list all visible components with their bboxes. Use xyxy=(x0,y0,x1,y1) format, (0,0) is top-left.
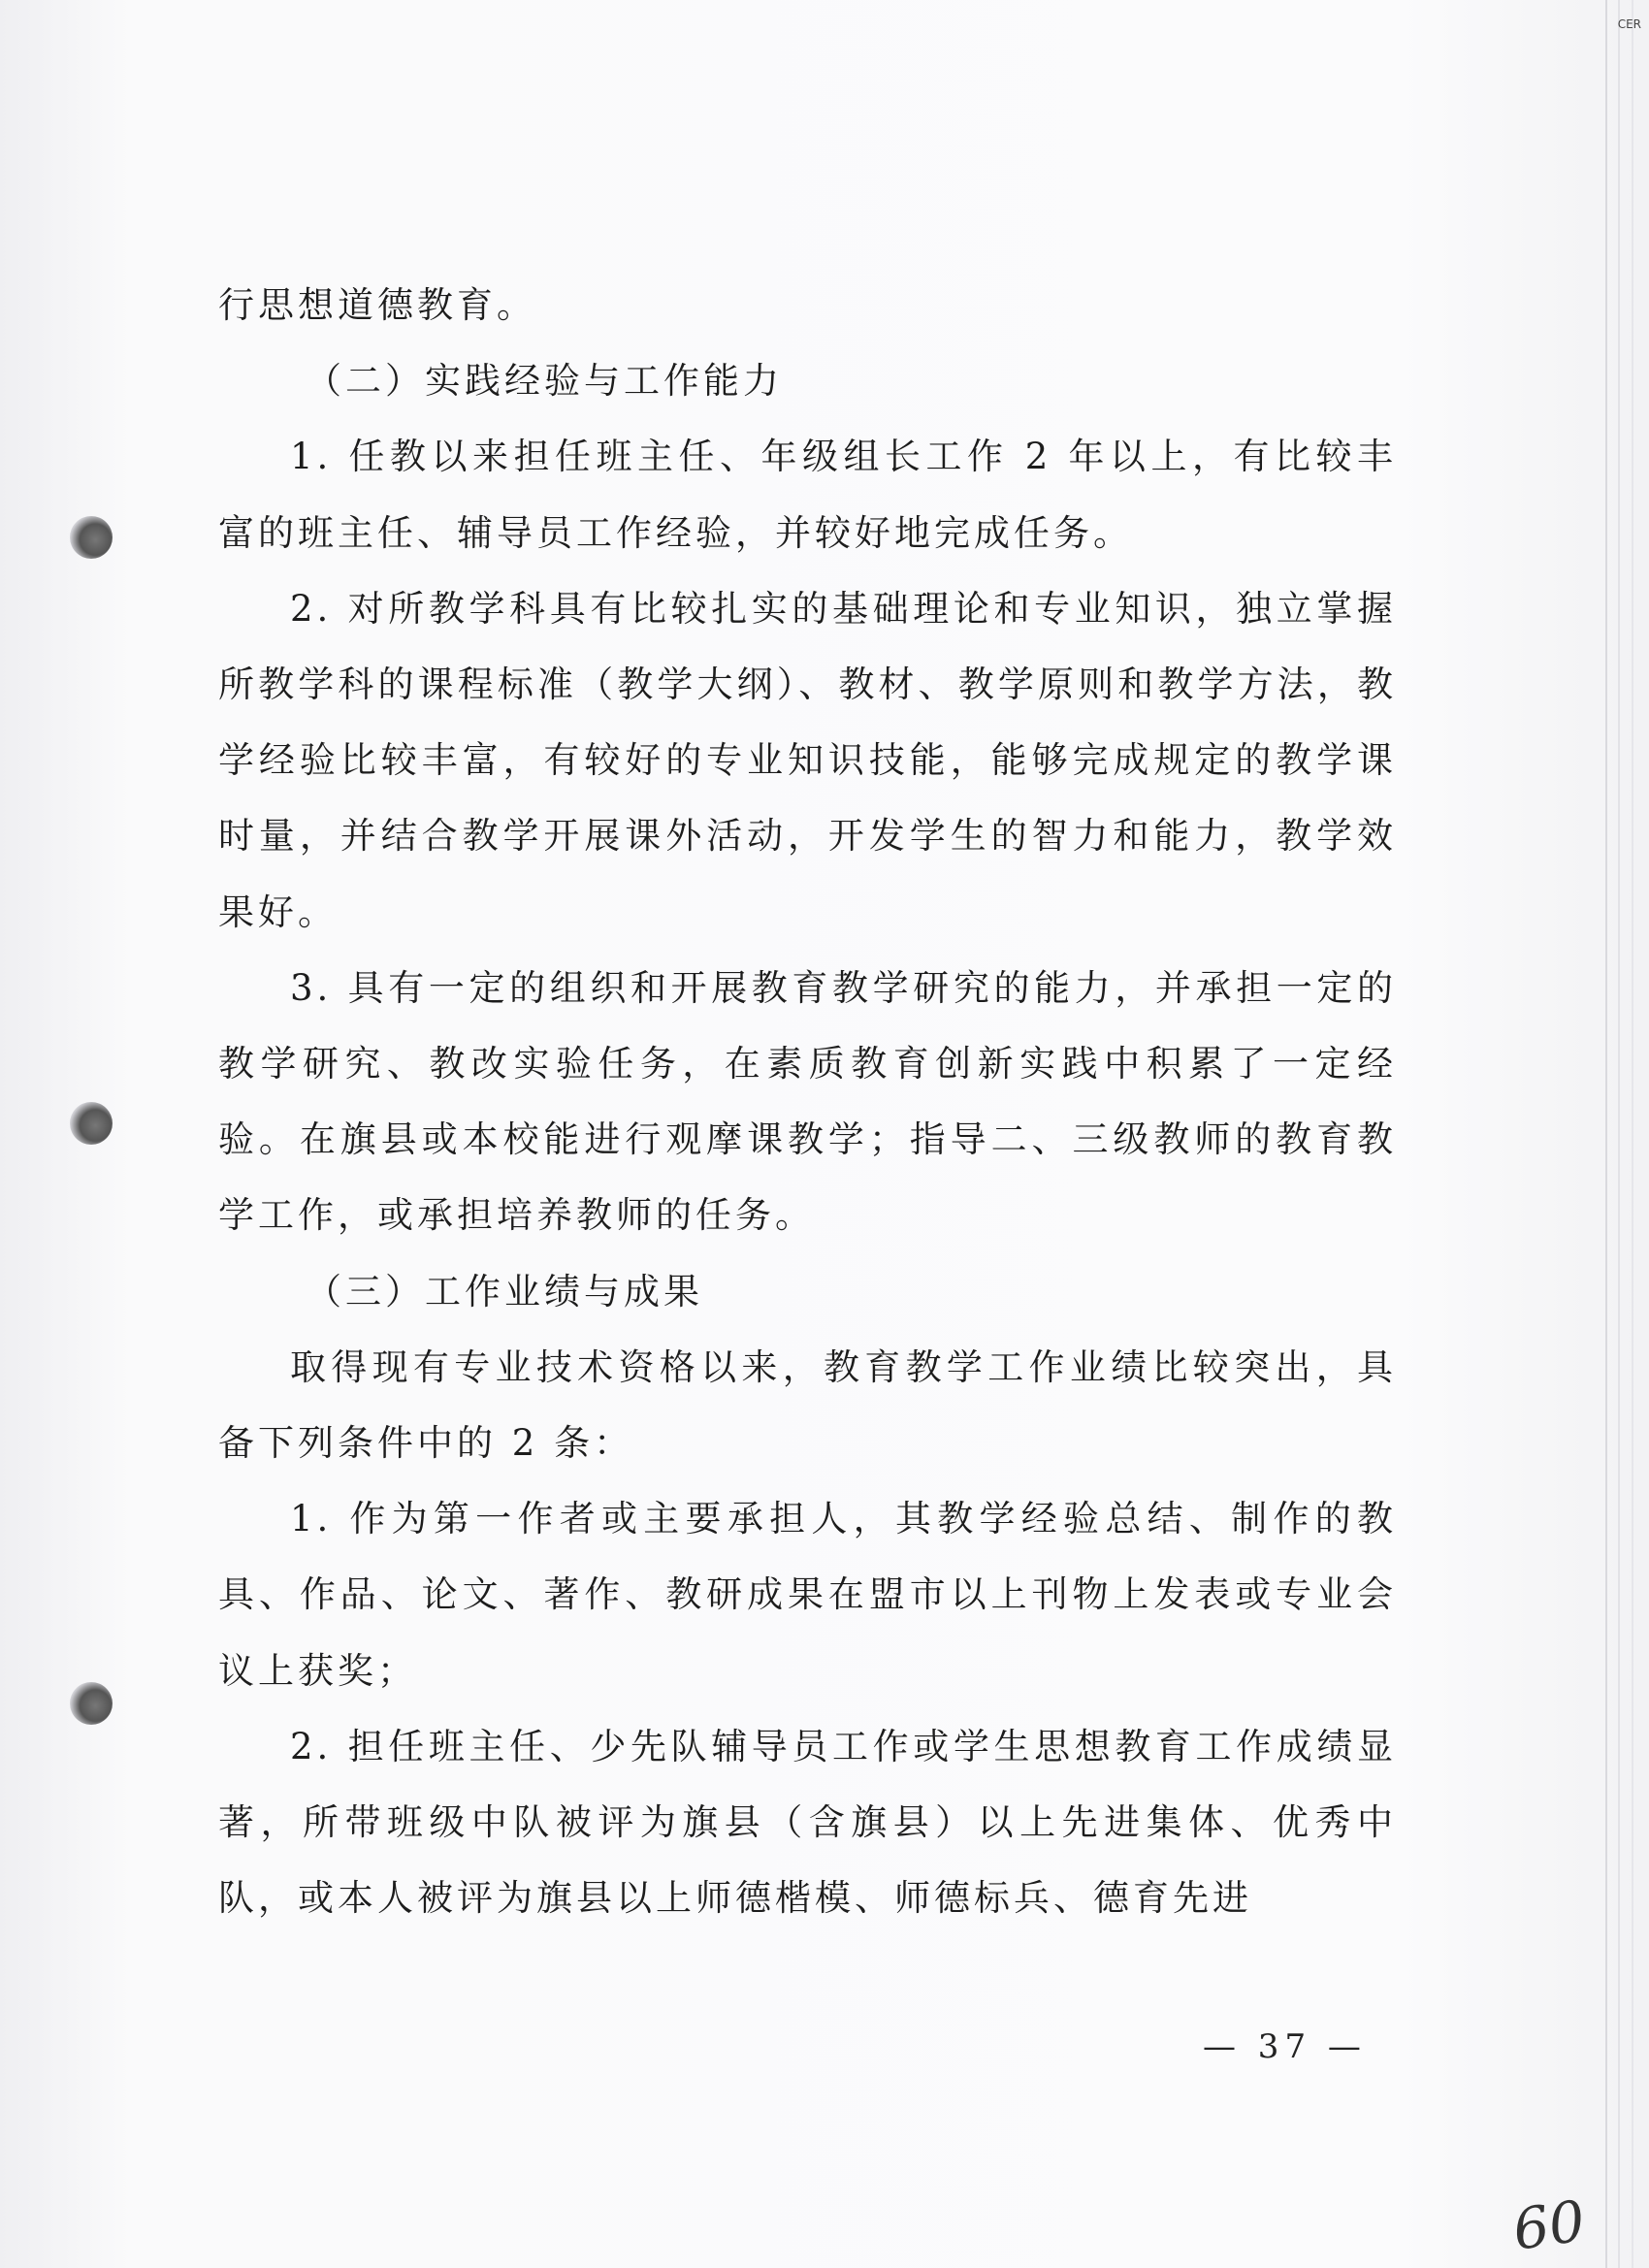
paragraph-continuation: 行思想道德教育。 xyxy=(218,284,536,326)
paper-edge xyxy=(1605,0,1607,2268)
paragraph-intro: 取得现有专业技术资格以来，教育教学工作业绩比较突出，具备下列条件中的 2 条： xyxy=(218,1345,1397,1465)
punch-hole-icon xyxy=(70,1102,113,1145)
punch-hole-icon xyxy=(70,516,113,559)
paragraph-achievement-2: 2. 担任班主任、少先队辅导员工作或学生思想教育工作成绩显著，所带班级中队被评为旗县（含旗县）以上先进集体、优秀中队，或本人被评为旗县以上师德楷模、师德标兵、德育先进 xyxy=(218,1725,1397,1920)
document-body xyxy=(218,268,1397,1936)
paragraph-item-1: 1. 任教以来担任班主任、年级组长工作 2 年以上，有比较丰富的班主任、辅导员工作经验，并较好地完成任务。 xyxy=(218,436,1397,554)
paragraph-item-2: 2. 对所教学科具有比较扎实的基础理论和专业知识，独立掌握所教学科的课程标准（教学大纲）、教材、教学原则和教学方法，教学经验比较丰富，有较好的专业知识技能，能够完成规定的教学课时量，并结合教学开展课外活动，开发学生的智力和能力，教学效果好。 xyxy=(218,587,1397,933)
punch-hole-icon xyxy=(70,1682,113,1725)
section-heading-practice: （二）实践经验与工作能力 xyxy=(306,360,783,403)
page-number: — 37 — xyxy=(1203,2027,1367,2066)
corner-mark: CER xyxy=(1617,17,1641,31)
section-heading-achievements: （三）工作业绩与成果 xyxy=(306,1270,703,1312)
paper-edge xyxy=(1618,0,1620,2268)
handwritten-note: 60 xyxy=(1508,2187,1590,2263)
paragraph-item-3: 3. 具有一定的组织和开展教育教学研究的能力，并承担一定的教学研究、教改实验任务，在素质教育创新实践中积累了一定经验。在旗县或本校能进行观摩课教学；指导二、三级教师的教育教学工作，或承担培养教师的任务。 xyxy=(218,966,1397,1237)
paper-edge xyxy=(1632,0,1633,2268)
paragraph-achievement-1: 1. 作为第一作者或主要承担人，其教学经验总结、制作的教具、作品、论文、著作、教研成果在盟市以上刊物上发表或专业会议上获奖； xyxy=(218,1498,1397,1692)
